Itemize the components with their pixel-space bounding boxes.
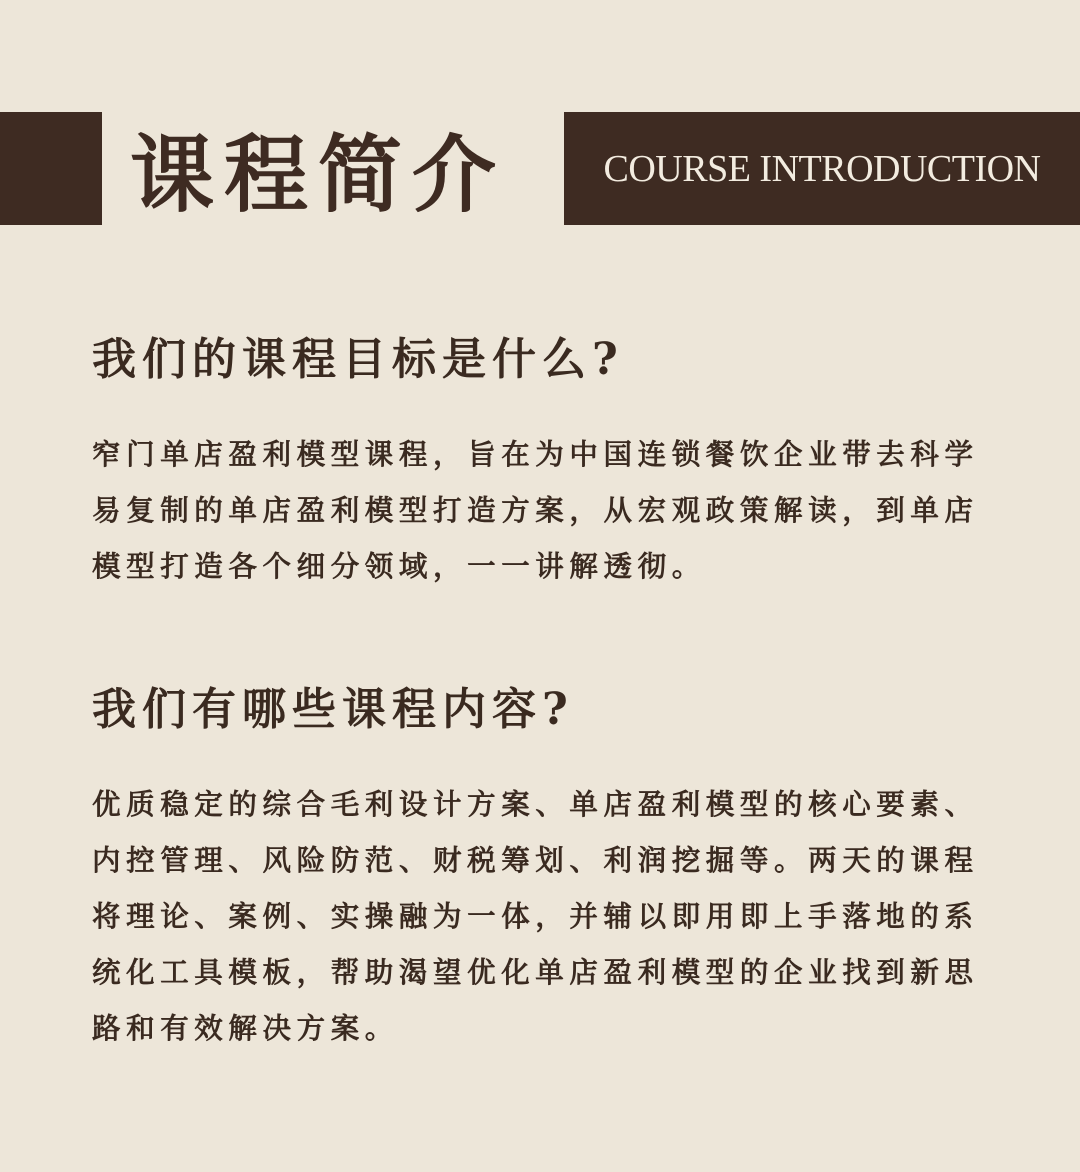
banner-subtitle: COURSE INTRODUCTION bbox=[603, 147, 1041, 190]
section-course-content bbox=[92, 680, 1002, 1056]
banner-title: 课程简介 bbox=[130, 125, 507, 224]
section-course-goal bbox=[92, 330, 1002, 594]
section-body: 优质稳定的综合毛利设计方案、单店盈利模型的核心要素、内控管理、风险防范、财税筹划、利润挖掘等。两天的课程将理论、案例、实操融为一体，并辅以即用即上手落地的系统化工具模板，帮助渴望优化单店盈利模型的企业找到新思路和有效解决方案。 bbox=[92, 787, 979, 1045]
banner-left-block bbox=[0, 112, 102, 225]
section-heading: 我们有哪些课程内容? bbox=[92, 684, 574, 735]
banner-right-block bbox=[564, 112, 1080, 225]
section-body: 窄门单店盈利模型课程，旨在为中国连锁餐饮企业带去科学易复制的单店盈利模型打造方案，从宏观政策解读，到单店模型打造各个细分领域，一一讲解透彻。 bbox=[92, 437, 979, 583]
section-heading: 我们的课程目标是什么? bbox=[92, 334, 624, 385]
